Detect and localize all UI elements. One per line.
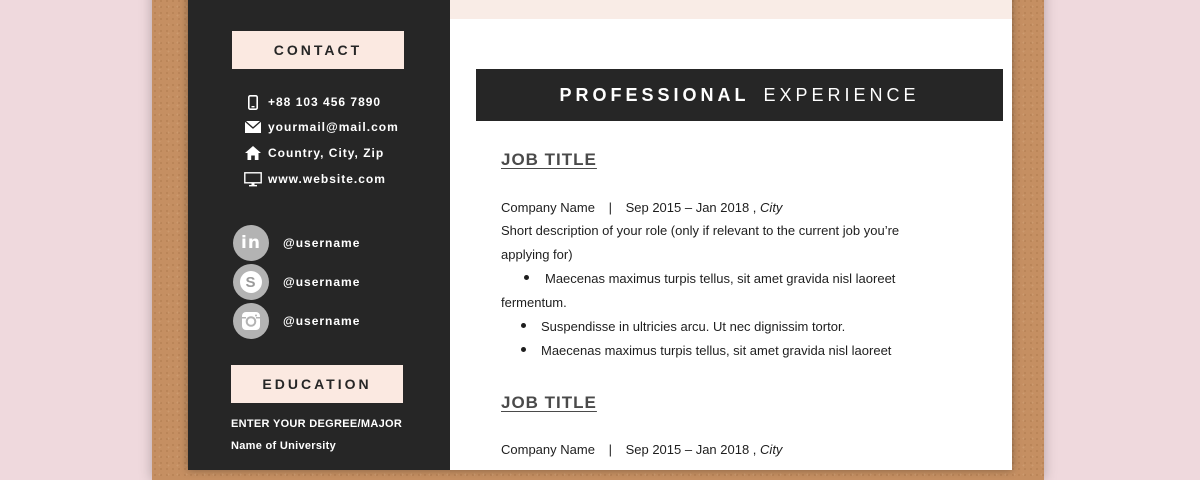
university-name: Name of University xyxy=(231,440,337,452)
social-linkedin xyxy=(233,225,360,261)
home-icon xyxy=(242,145,264,161)
contact-email xyxy=(242,119,399,135)
linkedin-username: @username xyxy=(283,236,361,250)
resume-sidebar xyxy=(188,0,450,470)
instagram-icon xyxy=(233,303,269,339)
degree: ENTER YOUR DEGREE/MAJOR xyxy=(231,418,403,430)
social-instagram xyxy=(233,303,360,339)
resume-page xyxy=(188,0,1012,470)
phone-number: +88 103 456 7890 xyxy=(268,95,382,109)
skype-username: @username xyxy=(283,275,361,289)
bullet-item-continuation: fermentum. xyxy=(501,295,567,310)
job-meta: Company Name | Sep 2015 – Jan 2018 , City xyxy=(501,442,783,457)
contact-website xyxy=(242,171,386,187)
bullet-item: Suspendisse in ultricies arcu. Ut nec dignissim tortor. xyxy=(541,319,846,334)
email-address: yourmail@mail.com xyxy=(268,120,399,134)
phone-icon xyxy=(242,94,264,110)
header-band xyxy=(450,0,1012,19)
job-meta: Company Name | Sep 2015 – Jan 2018 , City xyxy=(501,200,783,215)
mail-icon xyxy=(242,119,264,135)
contact-heading: CONTACT xyxy=(232,31,404,69)
contact-address xyxy=(242,145,384,161)
job-title: JOB TITLE xyxy=(501,393,597,412)
social-skype xyxy=(233,264,360,300)
linkedin-icon: in xyxy=(233,225,269,261)
education-heading: EDUCATION xyxy=(231,365,403,403)
bullet-dot xyxy=(521,347,526,352)
bullet-item: Maecenas maximus turpis tellus, sit amet gravida nisl laoreet xyxy=(541,343,892,358)
website: www.website.com xyxy=(268,172,386,186)
instagram-username: @username xyxy=(283,314,361,328)
bullet-item: Maecenas maximus turpis tellus, sit amet gravida nisl laoreet xyxy=(545,271,896,286)
bullet-dot xyxy=(521,323,526,328)
bullet-dot xyxy=(524,275,529,280)
skype-icon: S xyxy=(233,264,269,300)
job-description-line: Short description of your role (only if relevant to the current job you’re xyxy=(501,223,900,238)
address: Country, City, Zip xyxy=(268,146,385,160)
job-title: JOB TITLE xyxy=(501,150,597,169)
section-heading: PROFESSIONAL EXPERIENCE xyxy=(476,69,1003,121)
job-description-line: applying for) xyxy=(501,247,573,262)
contact-phone xyxy=(242,94,381,110)
monitor-icon xyxy=(242,171,264,187)
